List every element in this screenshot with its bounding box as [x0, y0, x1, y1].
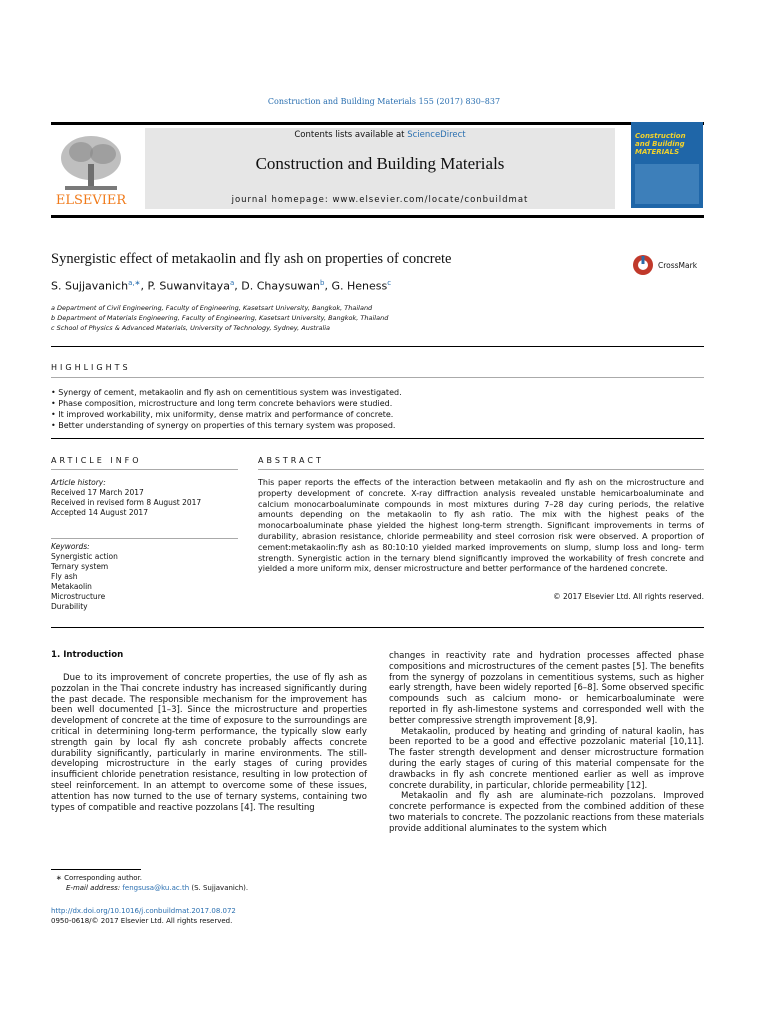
author-list: S. Sujjavanich$^{a,∗}$, P. Suwanvitaya$^a$, D. Chaysuwan$^b$, G. Heness$^c$: [51, 279, 392, 293]
divider: [51, 538, 238, 539]
author-affiliation-mark: c: [387, 279, 392, 287]
contents-line: [145, 130, 615, 140]
header-bottom-rule: [51, 215, 704, 218]
corresponding-note: ∗ Corresponding author.: [56, 874, 142, 882]
email-suffix: (S. Sujjavanich).: [189, 884, 249, 892]
header-top-rule: [51, 122, 704, 125]
divider: [51, 469, 238, 470]
history-item: Received in revised form 8 August 2017: [51, 498, 202, 507]
section-heading: 1. Introduction: [51, 650, 124, 660]
history-label: Article history:: [51, 478, 106, 487]
highlight-item: • Synergy of cement, metakaolin and fly ash on cementitious system was investigated.: [51, 388, 402, 397]
abstract-heading: ABSTRACT: [258, 456, 324, 465]
contents-prefix: Contents lists available at: [294, 130, 408, 140]
paragraph: changes in reactivity rate and hydration processes affected phase compositions and microstructures of the cement pastes [5]. The benefits from the synergy of pozzolans in cementitious systems, such as higher early strength, have been widely reported [6–8]. Some observed specific compounds such as calcium mono- or hemicarboaluminate were reported in fly ash-limestone systems and corresponded well with the better compressive strength improvement [8,9].: [389, 651, 704, 726]
journal-reference[interactable]: Construction and Building Materials 155 (2017) 830–837: [267, 97, 501, 106]
keyword: Fly ash: [51, 572, 78, 581]
highlight-item: • Better understanding of synergy on properties of this ternary system was proposed.: [51, 421, 396, 430]
author-name: G. Heness: [331, 279, 388, 293]
journal-cover: [631, 122, 703, 208]
author-affiliation-mark: a,∗: [128, 279, 141, 287]
keyword: Synergistic action: [51, 552, 118, 561]
keywords: [51, 542, 118, 612]
sciencedirect-link[interactable]: ScienceDirect: [407, 130, 466, 140]
author-affiliation-mark: a: [229, 279, 235, 287]
cover-title: Construction and Building MATERIALS: [635, 132, 686, 157]
divider: [258, 469, 704, 470]
affiliation-c: c School of Physics & Advanced Materials, University of Technology, Sydney, Australia: [51, 324, 331, 332]
journal-name: Construction and Building Materials: [255, 154, 505, 173]
article-title: Synergistic effect of metakaolin and fly ash on properties of concrete: [51, 251, 452, 267]
highlight-item: • Phase composition, microstructure and long term concrete behaviors were studied.: [51, 399, 393, 408]
keyword: Microstructure: [51, 592, 106, 601]
keywords-label: Keywords:: [51, 542, 90, 551]
crossmark-label: CrossMark: [658, 261, 698, 270]
affiliation-b: b Department of Materials Engineering, Faculty of Engineering, Kasetsart University, Bangkok, Thailand: [51, 314, 389, 322]
paragraph: Metakaolin and fly ash are aluminate-rich pozzolans. Improved concrete performance is expected from the combined addition of these two materials to concrete. The pozzolanic reactions from these materials provide additional aluminates to the system which: [389, 791, 704, 834]
keyword: Durability: [51, 602, 88, 611]
journal-homepage[interactable]: journal homepage: www.elsevier.com/locate/conbuildmat: [231, 195, 529, 205]
divider: [51, 438, 704, 439]
article-info-heading: ARTICLE INFO: [51, 456, 142, 465]
publisher-name: ELSEVIER: [55, 193, 127, 208]
footnote-rule: [51, 869, 141, 870]
intro-right-column: [389, 651, 704, 835]
paragraph: Metakaolin, produced by heating and grinding of natural kaolin, has been reported to be a good and effective pozzolanic material [10,11]. The faster strength development and denser microstructure formation during the early stages of curing of this material compensate for the drawbacks in fly ash concrete mentioned earlier as well as improve concrete durability, in particular, chloride permeability [12].: [389, 726, 704, 791]
abstract-text: This paper reports the effects of the interaction between metakaolin and fly ash on the microstructure and property development of concrete. X-ray diffraction analysis revealed unstable hemicarboaluminate and calcium monocarboaluminate compounds in most mixtures during 7–28 day curing periods, the relative amounts depending on the metakaolin to fly ash ratio. The mix with the highest peaks of the monocarboaluminate phase yielded the highest long-term strength. Significant improvements in terms of durability, abrasion resistance, chloride permeability and steel corrosion risk were observed. A proportion of cement:metakaolin:fly ash as 80:10:10 yielded marked improvements on slump, slump loss and long- term strength. Synergistic action in the ternary blend significantly improved the workability of fresh concrete and yielded a more uniform mix, denser microstructure and better performance of the hardened concrete.: [258, 478, 704, 574]
email-label: E-mail address:: [66, 884, 123, 892]
elsevier-logo: [51, 128, 131, 208]
cover-image: [635, 164, 699, 204]
keyword: Metakaolin: [51, 582, 92, 591]
paragraph: Due to its improvement of concrete properties, the use of fly ash as pozzolan in the Thai concrete industry has increased significantly during the past decade. The responsible mechanism for the improvement has been well documented [1–3]. Since the microstructure and properties development of concrete at the time of exposure to the surroundings are critical in determining long-term performance, the typically slow early strength gain by local fly ash concrete probably affects concrete durability significantly, particularly in marine environments. The still-developing microstructure in the early stages of curing provides insufficient chloride penetration resistance, resulting in low protection of steel reinforcement. In an attempt to overcome some of these issues, attention has now turned to the use of ternary systems, containing two types of compatible and reactive pozzolans [4]. The resulting: [51, 673, 367, 813]
intro-left-column: [51, 673, 367, 813]
abstract-copyright: © 2017 Elsevier Ltd. All rights reserved.: [553, 592, 704, 601]
doi-link[interactable]: http://dx.doi.org/10.1016/j.conbuildmat.2017.08.072: [51, 907, 236, 915]
keyword: Ternary system: [51, 562, 109, 571]
divider: [51, 627, 704, 628]
affiliation-a: a Department of Civil Engineering, Faculty of Engineering, Kasetsart University, Bangkok, Thailand: [51, 304, 373, 312]
author-affiliation-mark: b: [320, 279, 325, 287]
divider: [51, 346, 704, 347]
crossmark-icon: [632, 254, 654, 276]
author-name: D. Chaysuwan: [241, 279, 321, 293]
author-name: P. Suwanvitaya: [147, 279, 230, 293]
history-item: Received 17 March 2017: [51, 488, 144, 497]
email-note: [66, 884, 248, 892]
crossmark-badge[interactable]: [632, 254, 704, 278]
author-name: S. Sujjavanich: [51, 279, 129, 293]
article-history: [51, 478, 201, 518]
divider: [51, 377, 704, 378]
issn-line: 0950-0618/© 2017 Elsevier Ltd. All rights reserved.: [51, 917, 233, 925]
history-item: Accepted 14 August 2017: [51, 508, 148, 517]
email-link[interactable]: fengsusa@ku.ac.th: [122, 884, 190, 892]
highlights-heading: HIGHLIGHTS: [51, 363, 131, 372]
highlight-item: • It improved workability, mix uniformity, dense matrix and performance of concrete.: [51, 410, 394, 419]
